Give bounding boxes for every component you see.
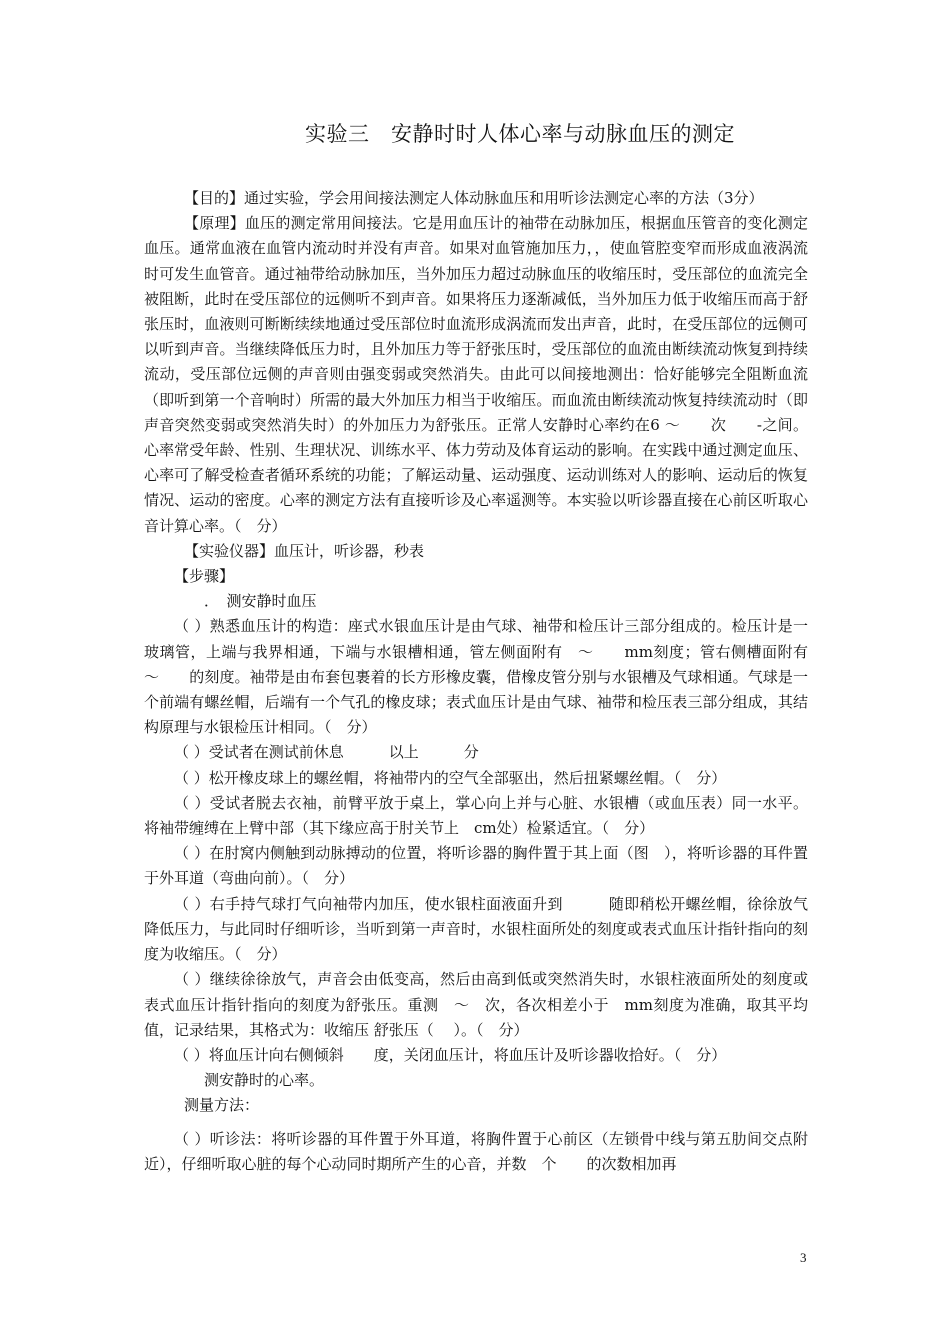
- step-one-heading: ． 测安静时血压: [204, 592, 317, 611]
- document-body: [144, 186, 824, 1177]
- page-number: 3: [800, 1250, 807, 1265]
- step-item: （ ）受试者在测试前休息 以上 分: [174, 743, 479, 762]
- steps-heading: 【步骤】: [174, 567, 235, 586]
- step-item: （ ）将血压计向右侧倾斜 度，关闭血压计，将血压计及听诊器收拾好。（ 分）: [174, 1045, 727, 1064]
- principle-paragraph: 【原理】血压的测定常用间接法。它是用血压计的袖带在动脉加压，根据血压管音的变化测定血压。通常血液在血管内流动时并没有声音。如果对血管施加压力，，使血管腔变窄而形成血液涡流时可发生血管音。通过袖带给动脉加压，当外加压力超过动脉血压的收缩压时，受压部位的血流完全被阻断，此时在受压部位的远侧听不到声音。如果将压力逐渐减低，当外加压力低于收缩压而高于舒张压时，血液则可断断续续地通过受压部位时血流形成涡流而发出声音，此时，在受压部位的远侧可以听到声音。当继续降低压力时，且外加压力等于舒张压时，受压部位的血流由断续流动恢复到持续流动，受压部位远侧的声音则由强变弱或突然消失。由此可以间接地测出：恰好能够完全阻断血流（即听到第一个音响时）所需的最大外加压力相当于收缩压。而血流由断续流动恢复持续流动时（即声音突然变弱或突然消失时）的外加压力为舒张压。正常人安静时心率约在6 ～ 次 -之间。心率常受年龄、性别、生理状况、训练水平、体力劳动及体育运动的影响。在实践中通过测定血压、心率可了解受检查者循环系统的功能；了解运动量、运动强度、运动训练对人的影响、运动后的恢复情况、运动的密度。心率的测定方法有直接听诊及心率遥测等。本实验以听诊器直接在心前区听取心音计算心率。（ 分）: [144, 214, 808, 535]
- purpose-paragraph: 【目的】通过实验，学会用间接法测定人体动脉血压和用听诊法测定心率的方法（3分）: [184, 189, 764, 207]
- instruments-paragraph: 【实验仪器】血压计，听诊器，秒表: [184, 541, 425, 560]
- step-item: （ ）右手持气球打气向袖带内加压，使水银柱面液面升到 随即稍松开螺丝帽，徐徐放气降低压力，与此同时仔细听诊，当听到第一声音时，水银柱面所处的刻度或表式血压计指针指向的刻度为收缩压。（ 分）: [144, 894, 808, 964]
- step-item: （ ）继续徐徐放气，声音会由低变高，然后由高到低或突然消失时，水银柱液面所处的刻度或表式血压计指针指向的刻度为舒张压。重测 ～ 次，各次相差小于 mm刻度为准确，取其平均值，记录结果，其格式为：收缩压 舒张压（ ）。（ 分）: [144, 970, 808, 1039]
- step-two-heading: 测安静时的心率。: [204, 1071, 325, 1090]
- method-heading: 测量方法：: [184, 1096, 260, 1115]
- step-item: （ ）受试者脱去衣袖，前臂平放于桌上，掌心向上并与心脏、水银槽（或血压表）同一水平。将袖带缠缚在上臂中部（其下缘应高于肘关节上 cm处）检紧适宜。（ 分）: [144, 793, 808, 838]
- step-item: （ ）松开橡皮球上的螺丝帽，将袖带内的空气全部驱出，然后扭紧螺丝帽。（ 分）: [174, 768, 727, 787]
- method-item: （ ）听诊法：将听诊器的耳件置于外耳道，将胸件置于心前区（左锁骨中线与第五肋间交点附近），仔细听取心脏的每个心动同时期所产生的心音，并数 个 的次数相加再: [144, 1129, 808, 1173]
- step-item: （ ）在肘窝内侧触到动脉搏动的位置，将听诊器的胸件置于其上面（图 ），将听诊器的耳件置于外耳道（弯曲向前）。（ 分）: [144, 844, 808, 888]
- step-item: （ ）熟悉血压计的构造：座式水银血压计是由气球、袖带和检压计三部分组成的。检压计是一玻璃管，上端与我界相通，下端与水银槽相通，管左侧面附有 ～ mm刻度；管右侧槽面附有 ～ 的刻度。袖带是由布套包裹着的长方形橡皮囊，借橡皮管分别与水银槽及气球相通。气球是一个前端有螺丝帽，后端有一个气孔的橡皮球；表式血压计是由气球、袖带和检压表三部分组成，其结构原理与水银检压计相同。（ 分）: [144, 617, 824, 737]
- page-title: 实验三 安静时时人体心率与动脉血压的测定: [305, 122, 735, 146]
